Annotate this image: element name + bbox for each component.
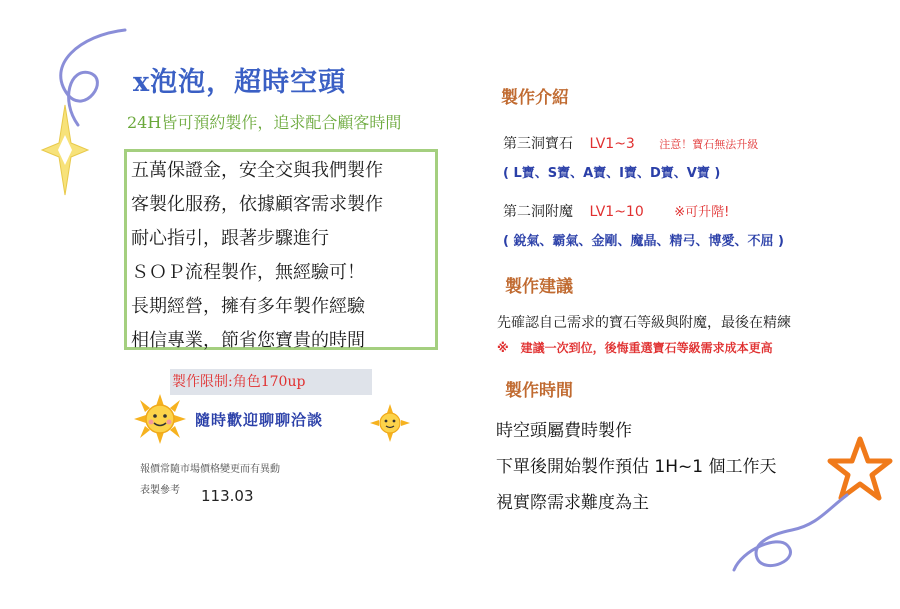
list-item: 耐心指引，跟著步驟進行 [131,228,329,249]
gem-warning: 注意！寶石無法升級 [659,138,759,151]
date-label: 113.03 [201,487,254,505]
table-note: 表製參考 [140,485,180,496]
sparkle-icon [40,105,90,195]
advice-text: 先確認自己需求的寶石等級與附魔，最後在精練 [497,315,791,331]
time-line-1: 時空頭屬費時製作 [496,421,632,441]
feature-list [124,149,438,350]
enchant-row [503,201,729,221]
chat-invite-text: 隨時歡迎聊聊洽談 [195,411,324,429]
time-line-2: 下單後開始製作預估 1H~1 個工作天 [496,457,777,477]
list-item: ＳＯＰ流程製作，無經驗可！ [131,262,365,283]
squiggle-decoration [732,490,852,580]
gem-types: ( L寶、S寶、A寶、I寶、D寶、V寶 ) [503,166,721,181]
list-item: 客製化服務，依據顧客需求製作 [131,194,383,215]
sun-icon [370,404,410,442]
price-note: 報價常隨市場價格變更而有異動 [140,464,280,475]
limit-badge: 製作限制:角色170up [170,369,372,395]
sun-icon [132,394,188,444]
gem-row [503,133,758,153]
time-heading: 製作時間 [505,381,573,401]
list-item: 五萬保證金，安全交與我們製作 [131,160,383,181]
list-item: 長期經營，擁有多年製作經驗 [131,296,365,317]
enchant-note: ※可升階! [674,205,730,220]
enchant-types: ( 銳氣、霸氣、金剛、魔晶、精弓、博愛、不屈 ) [503,234,784,249]
gem-label: 第三洞寶石 [503,136,573,152]
advice-heading: 製作建議 [505,277,573,297]
subtitle: 24H皆可預約製作，追求配合顧客時間 [127,113,402,132]
enchant-level: LV1~10 [589,204,644,220]
time-line-3: 視實際需求難度為主 [496,493,649,513]
intro-heading: 製作介紹 [501,88,569,108]
enchant-label: 第二洞附魔 [503,204,573,220]
list-item: 相信專業，節省您寶貴的時間 [131,330,365,351]
advice-warning: ※ 建議一次到位，後悔重選寶石等級需求成本更高 [497,341,773,355]
page-title: x泡泡，超時空頭 [133,67,347,98]
gem-level: LV1~3 [589,136,635,152]
